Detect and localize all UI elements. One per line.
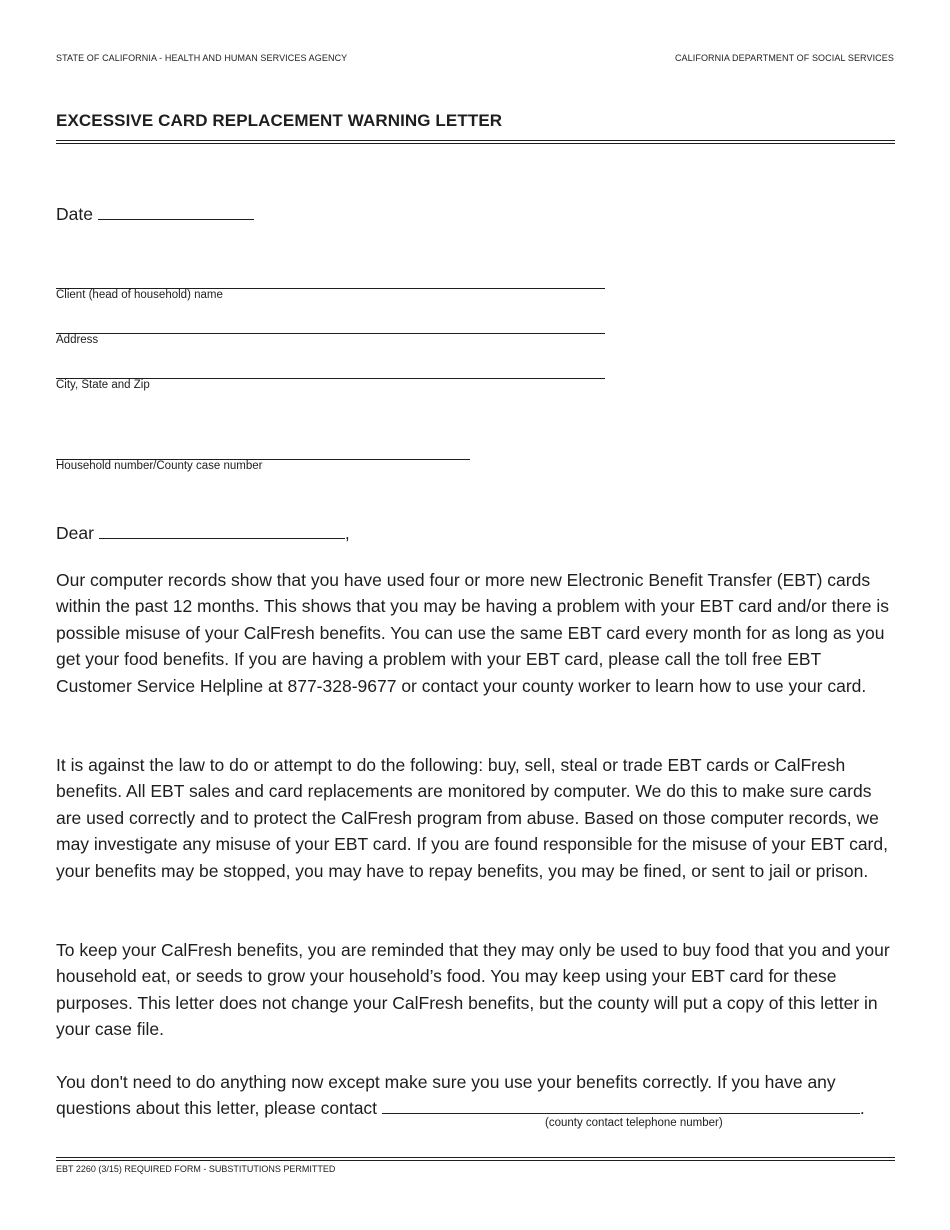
paragraph-ebt-records: Our computer records show that you have used four or more new Electronic Benefit Transfer (EBT) cards within the past 12 months. This shows that you may be having a problem with your EBT card and/or there is possible misuse of your CalFresh benefits. You can use the same EBT card every month for as long as you get your food benefits. If you are having a problem with your EBT card, please call the toll free EBT Customer Service Helpline at 877-328-9677 or contact your county worker to learn how to use your card. bbox=[56, 570, 889, 696]
contact-period: . bbox=[859, 1098, 865, 1119]
dear-label: Dear bbox=[56, 523, 94, 543]
date-label: Date bbox=[56, 204, 93, 224]
paragraph-contact bbox=[56, 1069, 898, 1122]
county-contact-field[interactable] bbox=[382, 1096, 860, 1114]
contact-line-2 bbox=[56, 1095, 898, 1121]
recipient-name-field[interactable] bbox=[99, 521, 345, 539]
county-contact-label: (county contact telephone number) bbox=[545, 1117, 723, 1129]
department-header: CALIFORNIA DEPARTMENT OF SOCIAL SERVICES bbox=[674, 53, 894, 63]
paragraph-law-warning: It is against the law to do or attempt to do the following: buy, sell, steal or trade EBT cards or CalFresh benefits. All EBT sales and card replacements are monitored by computer. We do this to make sure cards are used correctly and to protect the CalFresh program from abuse. Based on those computer records, we may investigate any misuse of your EBT card. If you are found responsible for the misuse of your EBT card, your benefits may be stopped, you may have to repay benefits, you may be fined, or sent to jail or prison. bbox=[56, 755, 888, 881]
date-field[interactable] bbox=[98, 202, 254, 220]
footer-rule-top bbox=[56, 1157, 895, 1158]
agency-header: STATE OF CALIFORNIA - HEALTH AND HUMAN SERVICES AGENCY bbox=[56, 53, 348, 63]
salutation bbox=[56, 521, 350, 544]
paragraph-benefit-usage: To keep your CalFresh benefits, you are reminded that they may only be used to buy food that you and your household eat, or seeds to grow your household’s food. You may keep using your EBT card for these purposes. This letter does not change your CalFresh benefits, but the county will put a copy of this letter in your case file. bbox=[56, 940, 890, 1040]
address-label: Address bbox=[56, 334, 99, 346]
footer-rule-bottom bbox=[56, 1160, 895, 1161]
city-state-zip-label: City, State and Zip bbox=[56, 379, 150, 391]
title-rule-bottom bbox=[56, 143, 895, 144]
date-row bbox=[56, 202, 254, 225]
contact-line-1: You don't need to do anything now except make sure you use your benefits correctly. If you have any bbox=[56, 1072, 836, 1092]
address-field[interactable] bbox=[56, 333, 605, 334]
form-footer: EBT 2260 (3/15) REQUIRED FORM - SUBSTITUTIONS PERMITTED bbox=[56, 1164, 336, 1174]
title-rule-top bbox=[56, 140, 895, 141]
case-number-label: Household number/County case number bbox=[56, 460, 263, 472]
letter-title: EXCESSIVE CARD REPLACEMENT WARNING LETTER bbox=[56, 111, 503, 130]
contact-text: questions about this letter, please contact bbox=[56, 1098, 378, 1119]
client-name-label: Client (head of household) name bbox=[56, 289, 223, 301]
salutation-comma: , bbox=[344, 523, 350, 543]
